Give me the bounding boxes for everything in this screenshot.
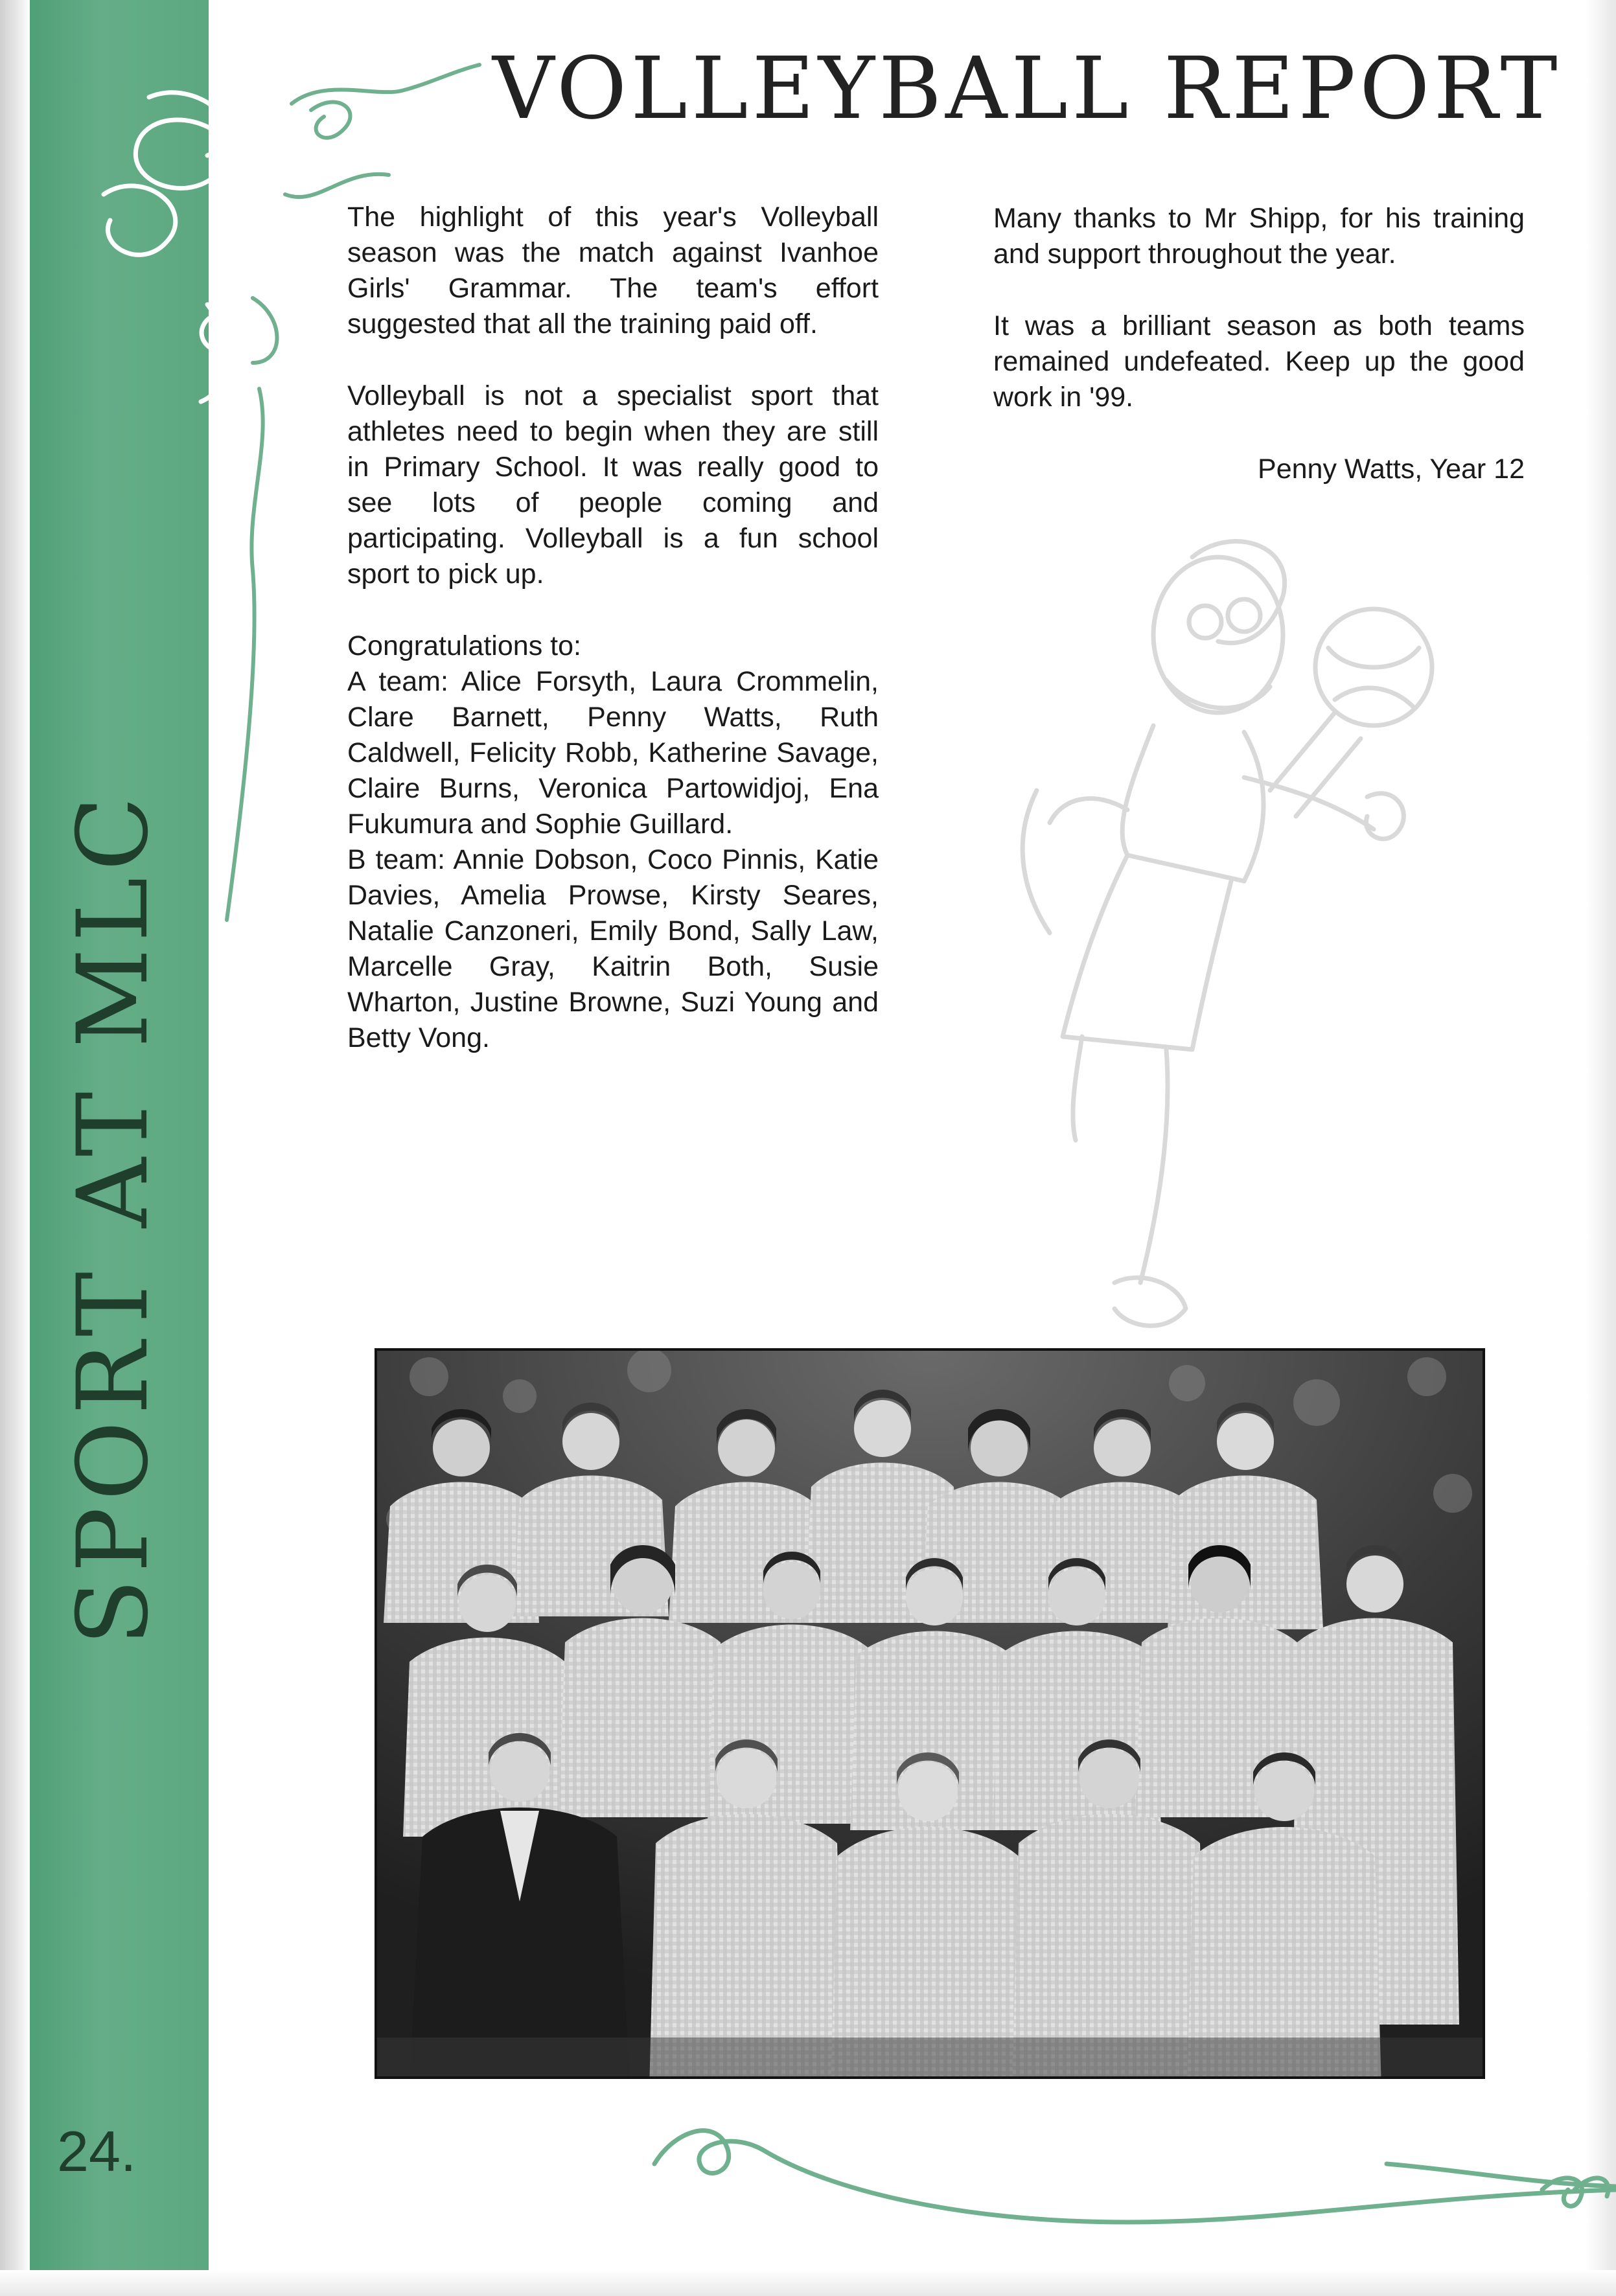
binding-edge bbox=[0, 0, 30, 2296]
paragraph-specialist-sport: Volleyball is not a specialist sport that athletes need to begin when they are still in Primary School. It was really good to see lots of people coming and participating. Volleyball is a fun school sport to pick up. bbox=[347, 380, 879, 590]
b-team-list: B team: Annie Dobson, Coco Pinnis, Katie Davies, Amelia Prowse, Kirsty Seares, Natalie Canzoneri, Emily Bond, Sally Law, Marcelle Gray, Kaitrin Both, Susie Wharton, Justine Browne, Suzi Young and Betty Vong. bbox=[347, 844, 879, 1053]
cartoon-player-illustration bbox=[881, 518, 1503, 1360]
page-number: 24. bbox=[57, 2119, 137, 2183]
a-team-list: A team: Alice Forsyth, Laura Crommelin, Clare Barnett, Penny Watts, Ruth Caldwell, Felicity Robb, Katherine Savage, Claire Burns, Veronica Partowidjoj, Ena Fukumura and Sophie Guillard. bbox=[347, 666, 879, 840]
article-left-column bbox=[347, 200, 879, 1056]
page-bottom-shadow bbox=[0, 2270, 1616, 2296]
author-signature: Penny Watts, Year 12 bbox=[1258, 453, 1525, 485]
team-photo bbox=[375, 1348, 1485, 2079]
section-title: SPORT AT MLC bbox=[57, 790, 170, 1646]
paragraph-thanks: Many thanks to Mr Shipp, for his training and support throughout the year. bbox=[993, 203, 1525, 270]
paragraph-highlight: The highlight of this year's Volleyball season was the match against Ivanhoe Girls' Grammar. The team's effort suggested that all the training paid off. bbox=[347, 201, 879, 339]
team-photo-image bbox=[377, 1351, 1483, 2076]
paragraph-season: It was a brilliant season as both teams remained undefeated. Keep up the good work in '99. bbox=[993, 310, 1525, 413]
article-right-column bbox=[993, 201, 1525, 487]
congratulations-heading: Congratulations to: bbox=[347, 630, 581, 661]
page-headline: VOLLEYBALL REPORT bbox=[492, 39, 1562, 139]
page-edge-shadow bbox=[1586, 0, 1616, 2296]
swirl-ornament-bottom bbox=[635, 2093, 1616, 2242]
